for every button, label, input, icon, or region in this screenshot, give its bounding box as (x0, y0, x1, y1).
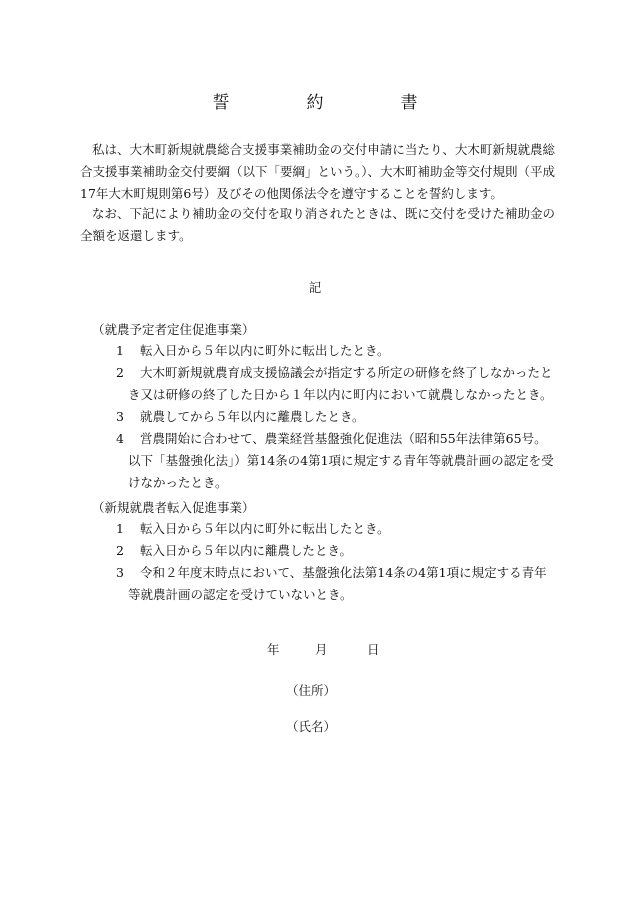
list-item (104, 518, 554, 540)
relocation-conditions-list (104, 518, 554, 606)
list-item (104, 340, 554, 362)
item-text: 大木町新規就農育成支援協議会が指定する所定の研修を終了しなかったとき又は研修の終了した日から１年以内に町内において就農しなかったとき。 (128, 365, 553, 402)
address-label: （住所） (286, 683, 337, 698)
item-text: 就農してから５年以内に離農したとき。 (140, 409, 365, 424)
item-number: 1 (116, 343, 124, 358)
item-text: 転入日から５年以内に離農したとき。 (140, 543, 353, 558)
list-item (104, 428, 554, 494)
item-number: 1 (116, 521, 124, 536)
document-title: 誓 約 書 (212, 93, 448, 113)
section-heading-relocation: （新規就農者転入促進事業） (92, 500, 255, 515)
year-label: 年 (267, 642, 280, 657)
item-text: 営農開始に合わせて、農業経営基盤強化促進法（昭和55年法律第65号。以下「基盤強化法」）第14条の4第1項に規定する青年等就農計画の認定を受けなかったとき。 (128, 431, 554, 490)
item-number: 3 (116, 565, 124, 580)
pledge-paragraph: 私は、大木町新規就農総合支援事業補助金の交付申請に当たり、大木町新規就農総合支援事業補助金交付要綱（以下「要綱」という。）、大木町補助金等交付規則（平成17年大木町規則第6号）及びその他関係法令を遵守することを誓約します。 (80, 142, 556, 201)
item-text: 転入日から５年以内に町外に転出したとき。 (140, 521, 390, 536)
name-label: （氏名） (286, 719, 337, 734)
month-label: 月 (315, 642, 328, 657)
settlement-conditions-list (104, 340, 554, 494)
list-item (104, 562, 554, 606)
item-number: 2 (116, 543, 124, 558)
day-label: 日 (367, 642, 380, 657)
list-item (104, 362, 554, 406)
item-number: 2 (116, 365, 124, 380)
date-line (267, 640, 380, 658)
list-item (104, 406, 554, 428)
item-text: 転入日から５年以内に町外に転出したとき。 (140, 343, 390, 358)
ki-heading: 記 (308, 280, 322, 295)
section-heading-settlement: （就農予定者定住促進事業） (92, 322, 255, 337)
item-number: 4 (116, 431, 124, 446)
item-text: 令和２年度末時点において、基盤強化法第14条の4第1項に規定する青年等就農計画の認定を受けていないとき。 (128, 565, 547, 602)
item-number: 3 (116, 409, 124, 424)
refund-paragraph: なお、下記により補助金の交付を取り消されたときは、既に交付を受けた補助金の全額を返還します。 (80, 206, 555, 243)
list-item (104, 540, 554, 562)
